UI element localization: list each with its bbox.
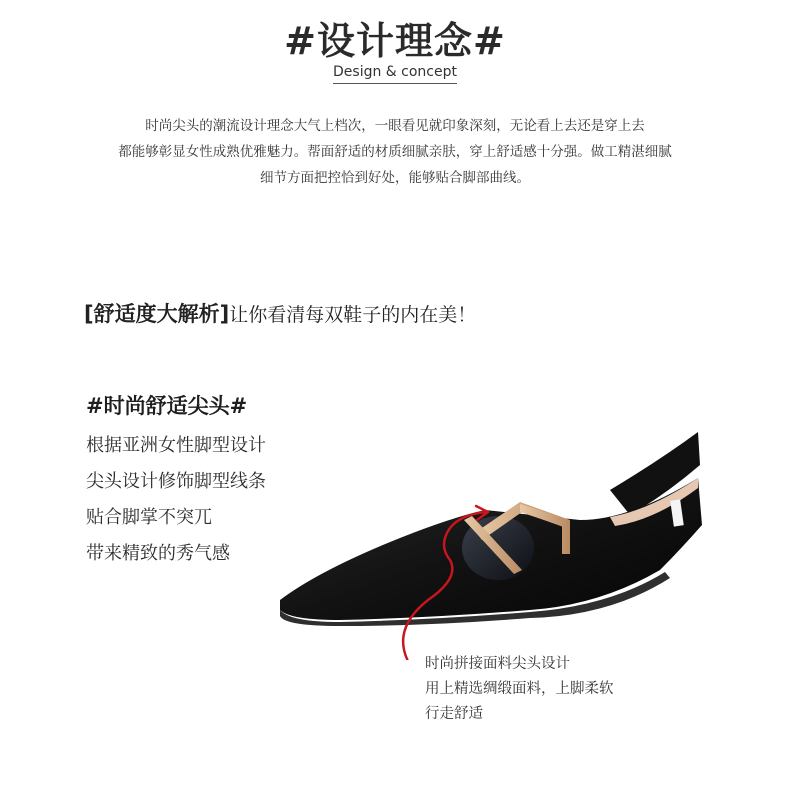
annotation-line: 行走舒适 bbox=[425, 706, 483, 722]
subtitle-text: Design & concept bbox=[333, 64, 457, 84]
comfort-heading bbox=[84, 298, 476, 328]
page-subtitle bbox=[0, 64, 790, 80]
annotation-line: 时尚拼接面料尖头设计 bbox=[425, 656, 570, 672]
comfort-heading-rest: 让你看清每双鞋子的内在美！ bbox=[229, 304, 477, 326]
intro-line: 都能够彰显女性成熟优雅魅力。帮面舒适的材质细腻亲肤，穿上舒适感十分强。做工精湛细腻 bbox=[118, 144, 672, 160]
shoe-image bbox=[280, 420, 710, 660]
annotation-line: 用上精选绸缎面料，上脚柔软 bbox=[425, 681, 614, 697]
feature-item: 带来精致的秀气感 bbox=[86, 543, 230, 564]
feature-item: 尖头设计修饰脚型线条 bbox=[86, 471, 266, 492]
intro-line: 时尚尖头的潮流设计理念大气上档次，一眼看见就印象深刻，无论看上去还是穿上去 bbox=[145, 118, 645, 134]
feature-list bbox=[86, 428, 266, 572]
page-title: #设计理念# bbox=[284, 19, 506, 63]
shoe-annotation bbox=[425, 652, 614, 727]
feature-item: 根据亚洲女性脚型设计 bbox=[86, 435, 266, 456]
intro-paragraph bbox=[60, 113, 730, 191]
intro-line: 细节方面把控恰到好处，能够贴合脚部曲线。 bbox=[260, 170, 530, 186]
feature-item: 贴合脚掌不突兀 bbox=[86, 507, 212, 528]
comfort-heading-bold: [舒适度大解析] bbox=[84, 302, 230, 326]
feature-title: #时尚舒适尖头# bbox=[86, 394, 248, 418]
